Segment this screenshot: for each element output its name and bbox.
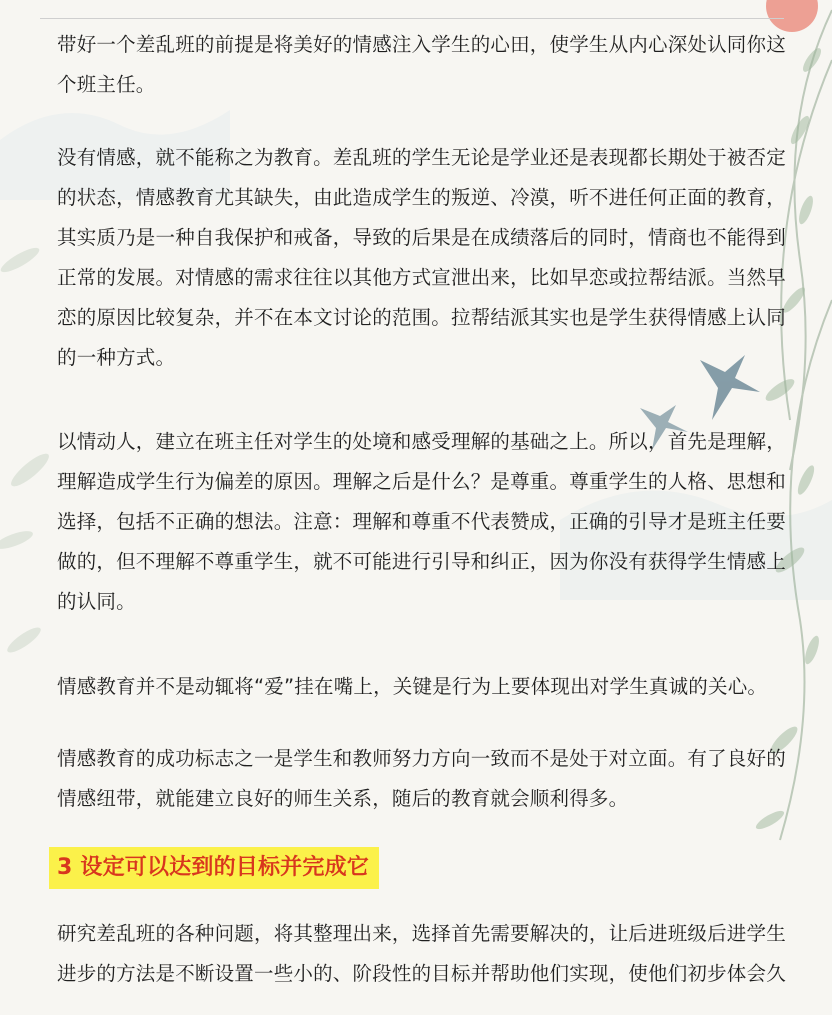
top-divider (40, 18, 784, 19)
left-leaves-decoration (0, 244, 53, 657)
article-paragraph: 带好一个差乱班的前提是将美好的情感注入学生的心田，使学生从内心深处认同你这个班主任。 (57, 33, 786, 96)
article-paragraph: 研究差乱班的各种问题，将其整理出来，选择首先需要解决的，让后进班级后进学生进步的方法是不断设置一些小的、阶段性的目标并帮助他们实现，使他们初步体会久 (57, 922, 786, 985)
article-paragraph: 以情动人，建立在班主任对学生的处境和感受理解的基础之上。所以，首先是理解，理解造成学生行为偏差的原因。理解之后是什么？是尊重。尊重学生的人格、思想和选择，包括不正确的想法。注意：理解和尊重不代表赞成，正确的引导才是班主任要做的，但不理解不尊重学生，就不可能进行引导和纠正，因为你没有获得学生情感上的认同。 (57, 430, 786, 613)
article-paragraph: 情感教育的成功标志之一是学生和教师努力方向一致而不是处于对立面。有了良好的情感纽带，就能建立良好的师生关系，随后的教育就会顺利得多。 (57, 747, 786, 810)
section-heading: 3 设定可以达到的目标并完成它 (49, 847, 379, 889)
article-paragraph: 情感教育并不是动辄将“爱”挂在嘴上，关键是行为上要体现出对学生真诚的关心。 (57, 675, 768, 698)
willow-branch-decoration (780, 10, 832, 840)
article-paragraph: 没有情感，就不能称之为教育。差乱班的学生无论是学业还是表现都长期处于被否定的状态，情感教育尤其缺失，由此造成学生的叛逆、冷漠，听不进任何正面的教育，其实质乃是一种自我保护和戒备，导致的后果是在成绩落后的同时，情商也不能得到正常的发展。对情感的需求往往以其他方式宣泄出来，比如早恋或拉帮结派。当然早恋的原因比较复杂，并不在本文讨论的范围。拉帮结派其实也是学生获得情感上认同的一种方式。 (57, 146, 786, 369)
